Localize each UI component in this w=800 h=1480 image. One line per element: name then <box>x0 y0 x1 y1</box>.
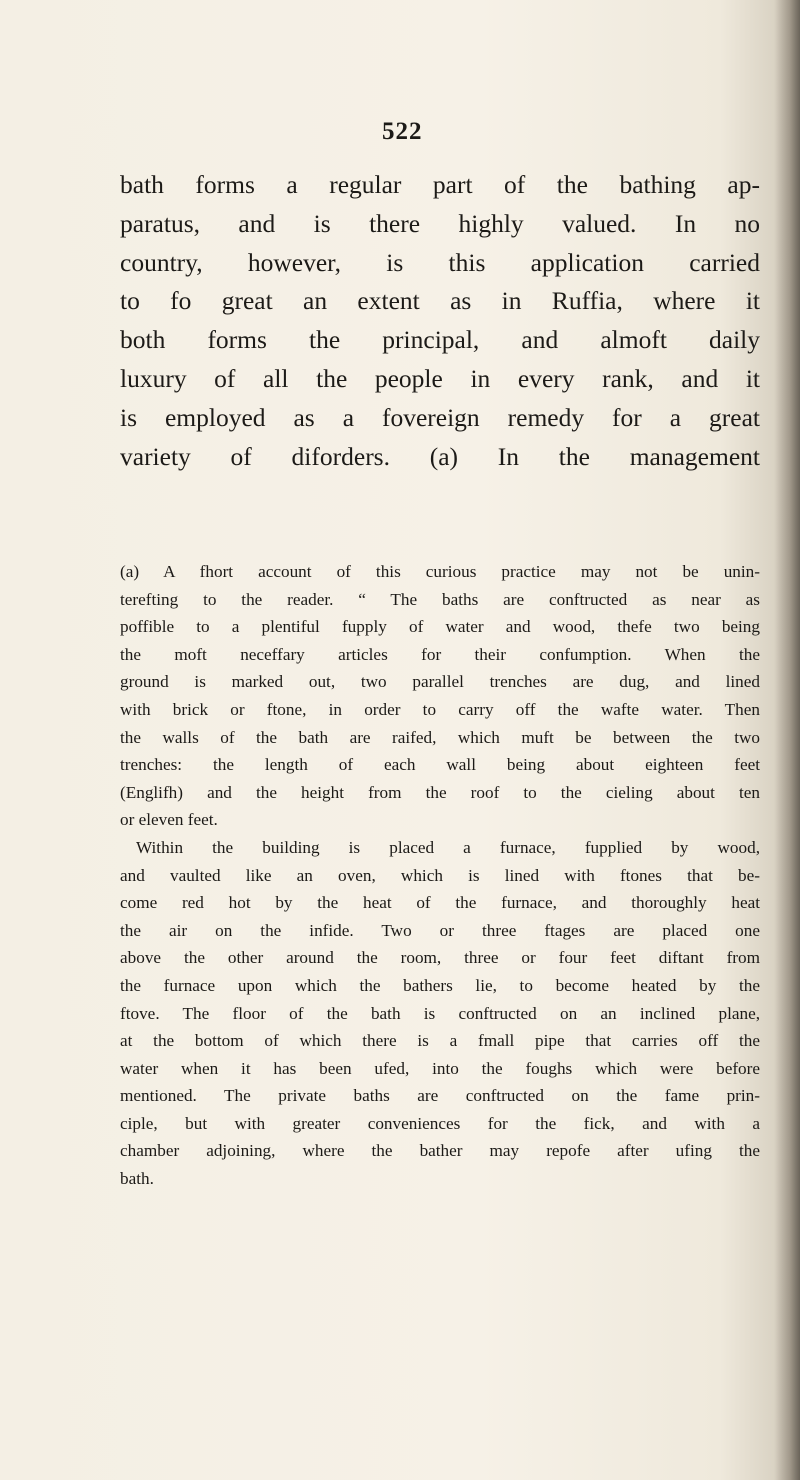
footnote <box>120 558 760 1193</box>
footnote-line: trenches: the length of each wall being about eighteen feet <box>120 755 760 775</box>
footnote-line: come red hot by the heat of the furnace, and thoroughly heat <box>120 893 760 913</box>
footnote-line: water when it has been ufed, into the foughs which were before <box>120 1058 760 1078</box>
page-edge-shadow <box>774 0 800 1480</box>
main-line: to fo great an extent as in Ruffia, where it <box>120 286 760 316</box>
main-line: luxury of all the people in every rank, and it <box>120 363 760 393</box>
footnote-line: or eleven feet. <box>120 810 218 830</box>
footnote-line: poffible to a plentiful fupply of water and wood, thefe two being <box>120 617 760 637</box>
footnote-line: (a) A fhort account of this curious practice may not be unin- <box>120 562 760 581</box>
footnote-line: the furnace upon which the bathers lie, to become heated by the <box>120 975 760 995</box>
footnote-line: ciple, but with greater conveniences for the fick, and with a <box>120 1113 760 1133</box>
footnote-line: and vaulted like an oven, which is lined with ftones that be- <box>120 865 760 885</box>
main-line: is employed as a fovereign remedy for a great <box>120 402 760 432</box>
footnote-line: bath. <box>120 1169 154 1189</box>
main-line: country, however, is this application carried <box>120 247 760 277</box>
footnote-line: (Englifh) and the height from the roof to the cieling about ten <box>120 782 760 802</box>
footnote-line: ground is marked out, two parallel trenches are dug, and lined <box>120 672 760 692</box>
main-line: both forms the principal, and almoft daily <box>120 325 760 355</box>
footnote-line: with brick or ftone, in order to carry off the wafte water. Then <box>120 699 760 719</box>
footnote-line: at the bottom of which there is a fmall pipe that carries off the <box>120 1031 760 1051</box>
main-line: paratus, and is there highly valued. In no <box>120 208 760 238</box>
page-number: 522 <box>382 118 423 145</box>
footnote-line: ftove. The floor of the bath is conftructed on an inclined plane, <box>120 1003 760 1023</box>
footnote-line: the walls of the bath are raifed, which muft be between the two <box>120 727 760 747</box>
main-paragraph <box>120 166 760 476</box>
footnote-line: terefting to the reader. “ The baths are conftructed as near as <box>120 589 760 609</box>
footnote-line: chamber adjoining, where the bather may repofe after ufing the <box>120 1141 760 1161</box>
footnote-line: the moft neceffary articles for their confumption. When the <box>120 644 760 664</box>
footnote-line: mentioned. The private baths are conftructed on the fame prin- <box>120 1086 760 1106</box>
footnote-line: Within the building is placed a furnace, fupplied by wood, <box>136 837 760 857</box>
footnote-line: above the other around the room, three or four feet diftant from <box>120 948 760 968</box>
main-line: bath forms a regular part of the bathing ap- <box>120 170 760 199</box>
footnote-line: the air on the infide. Two or three ftages are placed one <box>120 920 760 940</box>
main-line: variety of diforders. (a) In the management <box>120 441 760 471</box>
